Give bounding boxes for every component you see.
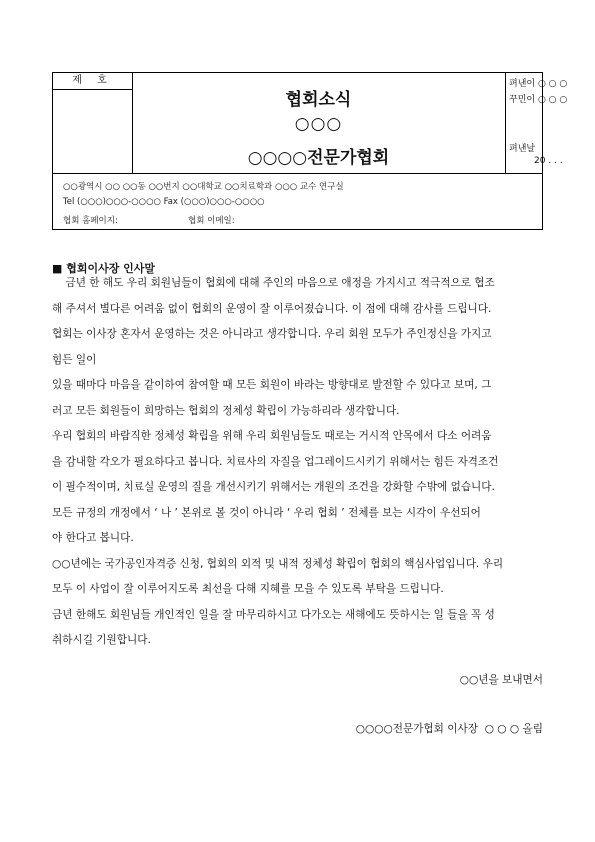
body-line: 협회는 이사장 혼자서 운영하는 것은 아니라고 생각합니다. 우리 회원 모두가 주인정신을 가지고 — [52, 328, 492, 340]
email-label: 협회 이메일: — [188, 216, 235, 226]
body-line: 금년 한해도 회원님들 개인적인 일을 잘 마무리하시고 다가오는 새해에도 뜻하시는 일 들을 꼭 성 — [52, 608, 495, 621]
contact-phone-fax: Tel (○○○)○○○-○○○○ Fax (○○○)○○○-○○○○ — [63, 197, 265, 207]
pubdate-value: 20 . . . — [534, 156, 563, 166]
body-line: 있을 때마다 마음을 같이하여 참여할 때 모든 회원이 바라는 방향대로 발전할 수 있다고 보며, 그 — [52, 379, 492, 391]
body-line: 취하시길 기원합니다. — [52, 634, 151, 646]
newsletter-header — [52, 72, 568, 230]
newsletter-subtitle: ○○○ — [294, 114, 343, 134]
body-line: ○○년에는 국가공인자격증 신청, 협회의 외적 및 내적 정체성 확립이 협회의 핵심사업입니다. 우리 — [52, 557, 504, 570]
pubdate-label: 펴낸날 — [509, 144, 536, 154]
title-cell — [132, 73, 506, 173]
body-line: 우리 협회의 바람직한 정체성 확립을 위해 우리 회원님들도 때로는 거시적 안목에서 다소 어려움 — [52, 430, 492, 442]
association-name: ○○○○전문가협회 — [247, 148, 390, 168]
body-line: 금년 한 해도 우리 회원님들이 협회에 대해 주인의 마음으로 애정을 가지시고 적극적으로 협조 — [52, 277, 495, 289]
body-line: 러고 모든 회원들이 희망하는 협회의 정체성 확립이 가능하리라 생각합니다. — [52, 404, 400, 417]
publication-info-cell — [506, 73, 568, 173]
section-title: ■ 협회이사장 인사말 — [52, 262, 156, 275]
body-line: 힘든 일이 — [52, 353, 97, 366]
body-line: 을 감내할 각오가 필요하다고 봅니다. 치료사의 자질을 업그레이드시키기 위해서는 힘든 자격조건 — [52, 455, 499, 468]
body-line: 모든 규정의 개정에서 ‘ 나 ’ 본위로 볼 것이 아니라 ‘ 우리 협회 ’ 전체를 보는 시각이 우선되어 — [52, 506, 481, 519]
body-line: 해 주셔서 별다른 어려움 없이 협회의 운영이 잘 이루어졌습니다. 이 점에 대해 감사를 드립니다. — [52, 302, 492, 315]
issue-number-cell — [53, 73, 133, 173]
body-line: 이 필수적이며, 치료실 운영의 질을 개선시키기 위해서는 개원의 조건을 강화할 수밖에 없습니다. — [52, 481, 495, 493]
publisher: 펴낸이 ○ ○ ○ — [509, 79, 568, 89]
header-top-row — [53, 73, 568, 174]
editor: 꾸민이 ○ ○ ○ — [509, 95, 568, 105]
issue-label: 제 호 — [53, 73, 132, 90]
signature-line: ○○○○전문가협회 이사장 ○ ○ ○ 올림 — [355, 723, 543, 735]
body-line: 야 한다고 봅니다. — [52, 532, 134, 544]
body-line: 모두 이 사업이 잘 이루어지도록 최선을 다해 지혜를 모을 수 있도록 부탁을 드립니다. — [52, 583, 444, 595]
greeting-body — [52, 271, 545, 654]
website-label: 협회 홈페이지: — [63, 216, 118, 226]
newsletter-title: 협회소식 — [285, 90, 352, 110]
address: ○○광역시 ○○ ○○동 ○○번지 ○○대학교 ○○치료학과 ○○○ 교수 연구실 — [63, 182, 344, 192]
closing-line: ○○년을 보내면서 — [459, 674, 543, 686]
